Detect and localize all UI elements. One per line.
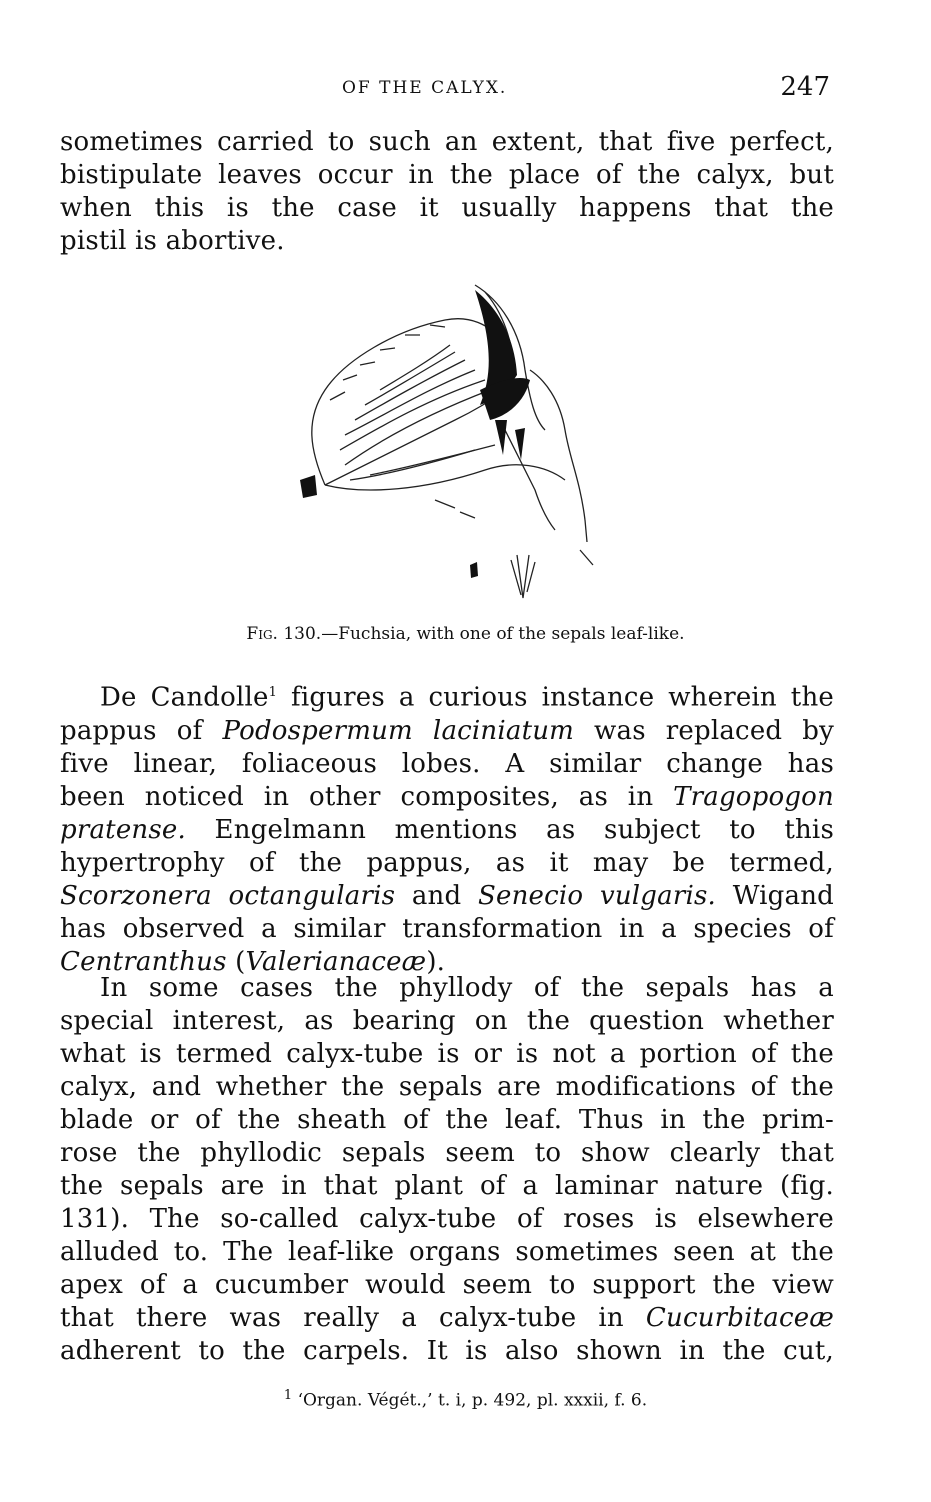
running-title: OF THE CALYX.	[342, 78, 508, 98]
species-name: Tragopogon	[673, 781, 834, 812]
text-line: five linear, foliaceous lobes. A similar change has	[60, 748, 834, 779]
page-number: 247	[780, 72, 830, 102]
footnote	[0, 1388, 931, 1411]
text-run: ).	[426, 946, 446, 977]
text-run: (	[226, 946, 246, 977]
text-run: was replaced by	[574, 715, 835, 746]
paragraph-2	[60, 676, 834, 979]
figure-label: Fig. 130.	[246, 624, 322, 644]
text-line	[60, 676, 834, 715]
paragraph-1	[60, 126, 834, 258]
species-name: Podospermum laciniatum	[222, 715, 575, 746]
text-run: that there was really a calyx-tube in	[60, 1303, 646, 1333]
text-line	[60, 880, 834, 913]
species-name: Centranthus	[60, 946, 227, 977]
text-line: apex of a cucumber would seem to support the view	[60, 1270, 834, 1300]
species-name: Senecio vulgaris.	[478, 880, 717, 911]
species-name: pratense.	[60, 814, 186, 845]
text-line: In some cases the phyllody of the sepals has a	[100, 973, 834, 1003]
text-line	[60, 781, 834, 814]
text-run: Wigand	[716, 880, 835, 911]
text-run: and	[395, 880, 479, 911]
paragraph-3	[60, 972, 834, 1368]
text-line: has observed a similar transformation in a species of	[60, 913, 834, 944]
text-line: adherent to the carpels. It is also shown in the cut,	[60, 1336, 834, 1366]
text-run: figures a curious instance wherein the	[277, 682, 834, 713]
text-line	[60, 1302, 834, 1335]
text-line: the sepals are in that plant of a laminar nature (fig.	[60, 1171, 834, 1201]
text-line: alluded to. The leaf-like organs sometimes seen at the	[60, 1237, 834, 1267]
species-name: Valerianaceæ	[245, 946, 427, 977]
footnote-text: ‘Organ. Végét.,’ t. i, p. 492, pl. xxxii, f. 6.	[292, 1390, 648, 1411]
species-name: Cucurbitaceæ	[645, 1303, 834, 1333]
text-line: blade or of the sheath of the leaf. Thus in the prim-	[60, 1105, 834, 1135]
footnote-ref: 1	[268, 685, 278, 700]
text-line: pistil is abortive.	[60, 226, 285, 256]
text-line: 131). The so-called calyx-tube of roses is elsewhere	[60, 1204, 834, 1234]
caption-text: —Fuchsia, with one of the sepals leaf-like.	[321, 624, 685, 644]
species-name: Scorzonera octangularis	[60, 880, 396, 911]
text-line	[60, 814, 834, 847]
text-line: rose the phyllodic sepals seem to show clearly that	[60, 1138, 834, 1168]
fuchsia-illustration	[285, 280, 615, 620]
footnote-marker: 1	[283, 1388, 293, 1403]
text-line: special interest, as bearing on the question whether	[60, 1006, 834, 1036]
text-run: De Candolle	[100, 682, 269, 713]
text-run: Engelmann mentions as subject to this	[185, 814, 834, 845]
text-line: sometimes carried to such an extent, that five perfect,	[60, 127, 834, 157]
text-line: hypertrophy of the pappus, as it may be termed,	[60, 847, 834, 878]
text-line: when this is the case it usually happens that the	[60, 193, 834, 223]
text-line	[60, 715, 834, 748]
text-line: calyx, and whether the sepals are modifications of the	[60, 1072, 834, 1102]
text-run: been noticed in other composites, as in	[60, 781, 674, 812]
page-header	[60, 68, 830, 108]
figure-caption	[0, 624, 931, 644]
text-line: bistipulate leaves occur in the place of the calyx, but	[60, 160, 834, 190]
text-line: what is termed calyx-tube is or is not a portion of the	[60, 1039, 834, 1069]
text-run: pappus of	[60, 715, 223, 746]
